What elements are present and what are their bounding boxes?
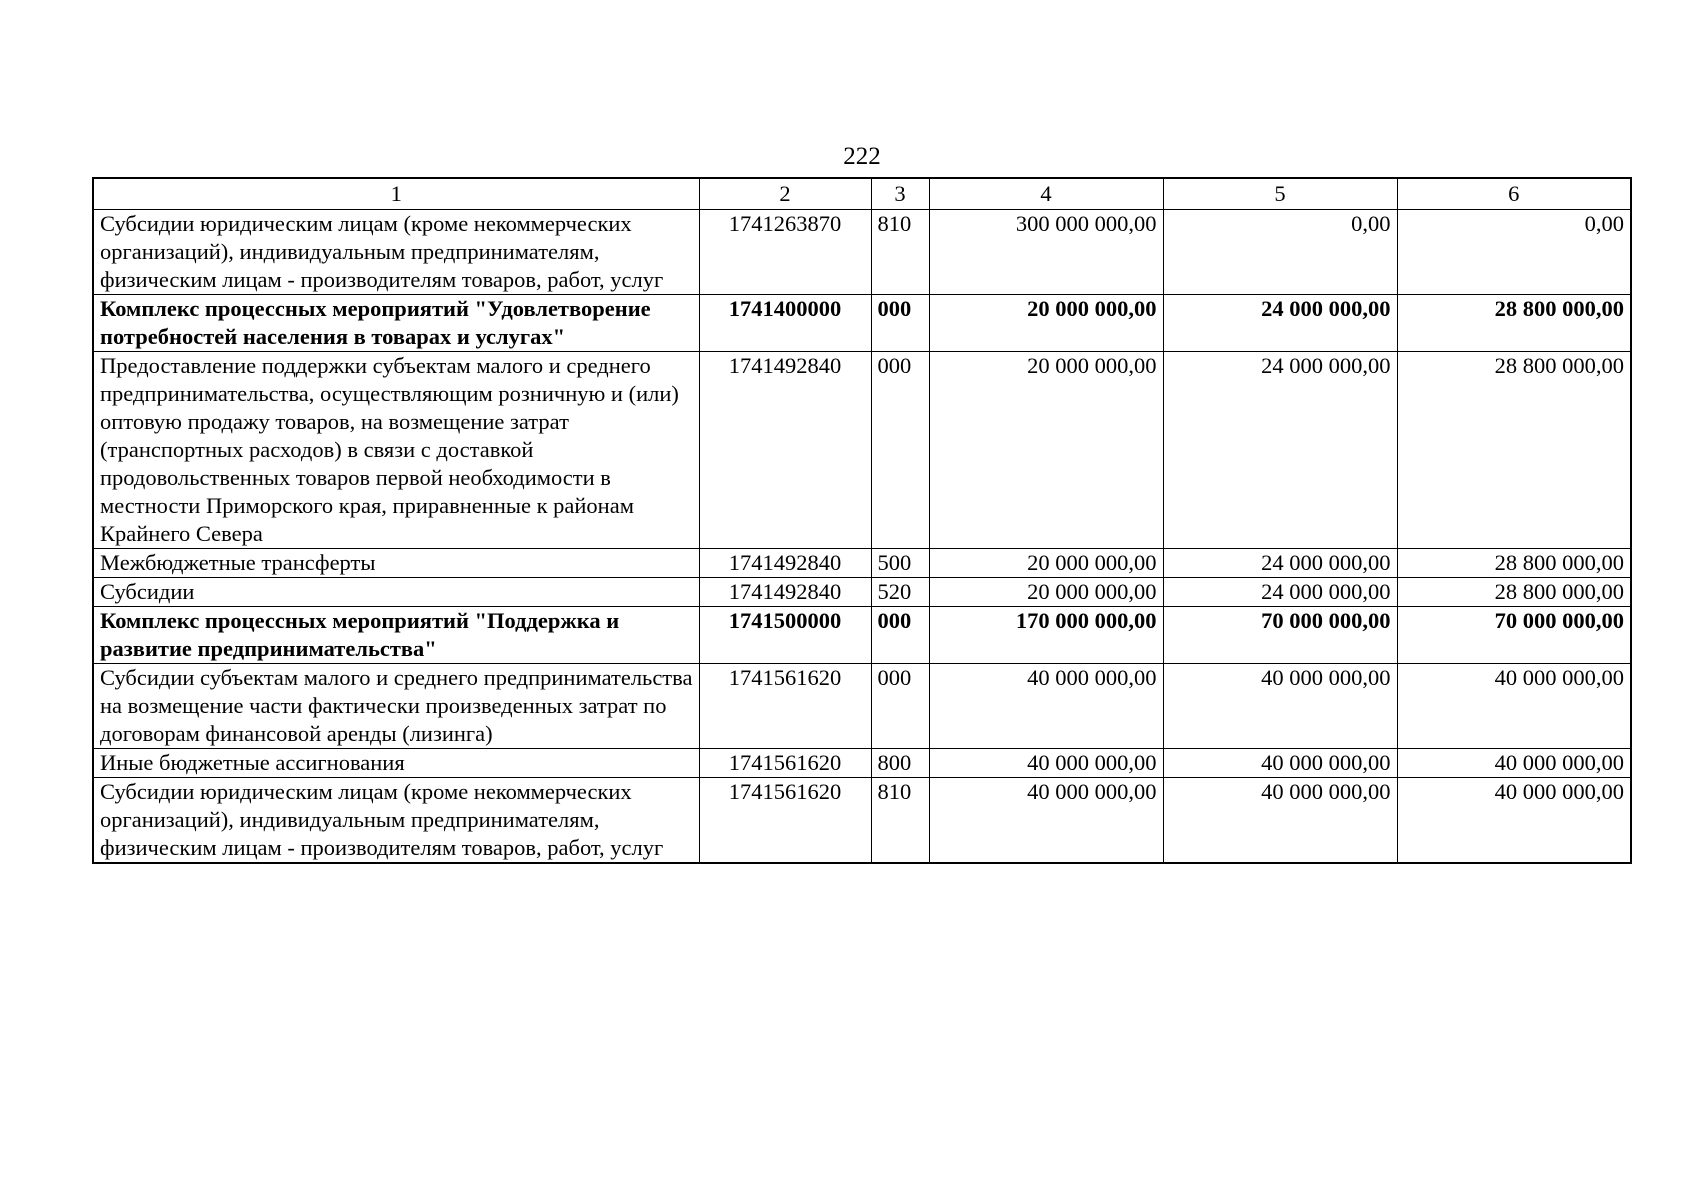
row-amount-col6: 70 000 000,00 — [1397, 607, 1631, 664]
column-number-header: 5 — [1163, 178, 1397, 210]
row-amount-col4: 40 000 000,00 — [929, 749, 1163, 778]
column-number-header: 6 — [1397, 178, 1631, 210]
row-name-cell: Субсидии — [93, 578, 699, 607]
row-amount-col6: 28 800 000,00 — [1397, 295, 1631, 352]
row-type-cell: 000 — [871, 664, 929, 749]
table-row — [93, 578, 1631, 607]
row-name-cell: Субсидии субъектам малого и среднего предпринимательства на возмещение части фактически произведенных затрат по договорам финансовой аренды (лизинга) — [93, 664, 699, 749]
row-type-cell: 500 — [871, 549, 929, 578]
row-type-cell: 810 — [871, 778, 929, 864]
column-number-row — [93, 178, 1631, 210]
row-amount-col4: 170 000 000,00 — [929, 607, 1163, 664]
row-amount-col4: 20 000 000,00 — [929, 578, 1163, 607]
row-name-cell: Иные бюджетные ассигнования — [93, 749, 699, 778]
table-row — [93, 664, 1631, 749]
page-number: 222 — [843, 143, 881, 170]
row-amount-col5: 40 000 000,00 — [1163, 664, 1397, 749]
table-row — [93, 549, 1631, 578]
row-name-cell: Субсидии юридическим лицам (кроме некоммерческих организаций), индивидуальным предпринимателям, физическим лицам - производителям товаров, работ, услуг — [93, 210, 699, 295]
row-amount-col4: 20 000 000,00 — [929, 295, 1163, 352]
row-amount-col6: 40 000 000,00 — [1397, 778, 1631, 864]
row-code-cell: 1741500000 — [699, 607, 871, 664]
row-type-cell: 000 — [871, 607, 929, 664]
row-type-cell: 800 — [871, 749, 929, 778]
row-type-cell: 520 — [871, 578, 929, 607]
row-amount-col5: 24 000 000,00 — [1163, 549, 1397, 578]
row-name-cell: Межбюджетные трансферты — [93, 549, 699, 578]
row-code-cell: 1741561620 — [699, 778, 871, 864]
table-row — [93, 352, 1631, 549]
row-amount-col4: 40 000 000,00 — [929, 664, 1163, 749]
row-amount-col6: 28 800 000,00 — [1397, 578, 1631, 607]
row-amount-col6: 28 800 000,00 — [1397, 352, 1631, 549]
table-row — [93, 749, 1631, 778]
row-amount-col5: 24 000 000,00 — [1163, 578, 1397, 607]
row-amount-col5: 40 000 000,00 — [1163, 749, 1397, 778]
budget-table — [92, 177, 1632, 864]
row-type-cell: 810 — [871, 210, 929, 295]
table-row — [93, 295, 1631, 352]
column-number-header: 2 — [699, 178, 871, 210]
row-amount-col6: 0,00 — [1397, 210, 1631, 295]
row-code-cell: 1741561620 — [699, 664, 871, 749]
row-code-cell: 1741492840 — [699, 549, 871, 578]
row-amount-col4: 20 000 000,00 — [929, 549, 1163, 578]
row-code-cell: 1741561620 — [699, 749, 871, 778]
column-number-header: 1 — [93, 178, 699, 210]
column-number-header: 4 — [929, 178, 1163, 210]
row-name-cell: Комплекс процессных мероприятий "Поддержка и развитие предпринимательства" — [93, 607, 699, 664]
row-amount-col5: 24 000 000,00 — [1163, 352, 1397, 549]
row-type-cell: 000 — [871, 352, 929, 549]
row-amount-col6: 40 000 000,00 — [1397, 749, 1631, 778]
column-number-header: 3 — [871, 178, 929, 210]
table-row — [93, 607, 1631, 664]
row-amount-col4: 40 000 000,00 — [929, 778, 1163, 864]
row-code-cell: 1741492840 — [699, 578, 871, 607]
row-amount-col5: 0,00 — [1163, 210, 1397, 295]
table-row — [93, 210, 1631, 295]
row-name-cell: Предоставление поддержки субъектам малого и среднего предпринимательства, осуществляющим розничную и (или) оптовую продажу товаров, на возмещение затрат (транспортных расходов) в связи с доставкой продовольственных товаров первой необходимости в местности Приморского края, приравненные к районам Крайнего Севера — [93, 352, 699, 549]
row-code-cell: 1741263870 — [699, 210, 871, 295]
row-name-cell: Комплекс процессных мероприятий "Удовлетворение потребностей населения в товарах и услугах" — [93, 295, 699, 352]
row-type-cell: 000 — [871, 295, 929, 352]
row-amount-col5: 24 000 000,00 — [1163, 295, 1397, 352]
table-row — [93, 778, 1631, 864]
row-code-cell: 1741492840 — [699, 352, 871, 549]
row-code-cell: 1741400000 — [699, 295, 871, 352]
row-name-cell: Субсидии юридическим лицам (кроме некоммерческих организаций), индивидуальным предпринимателям, физическим лицам - производителям товаров, работ, услуг — [93, 778, 699, 864]
row-amount-col4: 20 000 000,00 — [929, 352, 1163, 549]
row-amount-col6: 40 000 000,00 — [1397, 664, 1631, 749]
row-amount-col4: 300 000 000,00 — [929, 210, 1163, 295]
row-amount-col5: 70 000 000,00 — [1163, 607, 1397, 664]
row-amount-col5: 40 000 000,00 — [1163, 778, 1397, 864]
row-amount-col6: 28 800 000,00 — [1397, 549, 1631, 578]
